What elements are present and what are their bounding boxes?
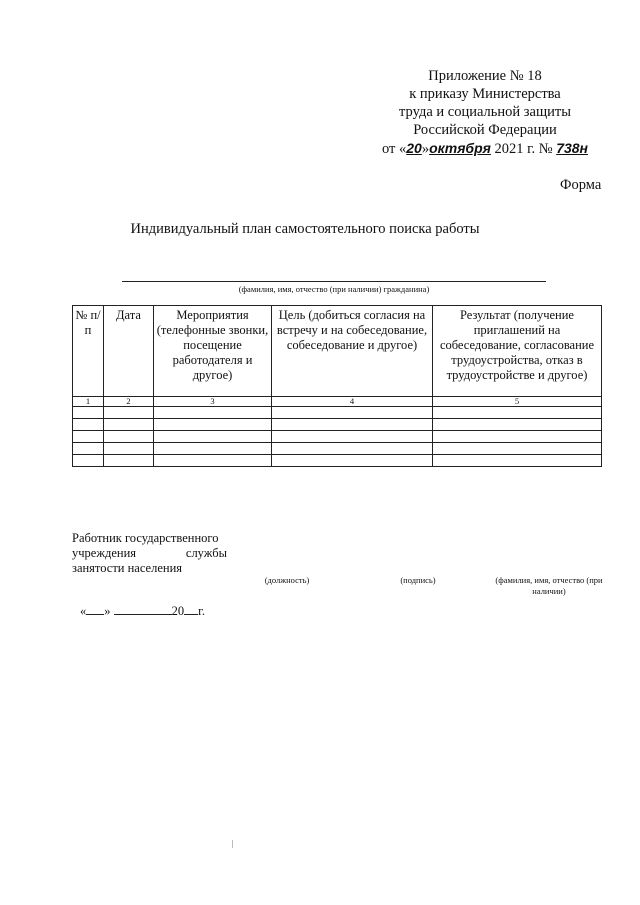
column-number: 2 [104,397,154,407]
citizen-name-line [122,281,546,282]
table-row [73,443,602,455]
table-row [73,455,602,467]
year-suffix: г. [198,604,205,618]
table-cell[interactable] [104,431,154,443]
name-caption: (фамилия, имя, отчество (при наличии) [495,575,603,596]
handwritten-order-number: 738н [556,140,589,156]
date-open-quote: « [80,604,87,618]
signature-date-line [80,602,205,619]
table-cell[interactable] [154,419,272,431]
table-cell[interactable] [73,407,104,419]
position-caption: (должность) [264,575,310,585]
page-title [0,221,640,238]
table-cell[interactable] [73,455,104,467]
appendix-header [360,67,610,158]
table-cell[interactable] [433,455,602,467]
header-activities: Мероприятия (телефонные звонки, посещение работодателя и другое) [154,306,272,397]
worker-title-word: учреждения [72,546,137,560]
citizen-name-caption: (фамилия, имя, отчество (при наличии) гражданина) [238,284,430,294]
table-cell[interactable] [433,407,602,419]
month-blank[interactable] [114,602,172,615]
column-number: 5 [433,397,602,407]
header-result: Результат (получение приглашений на собеседование, согласование трудоустройства, отказ в трудоустройстве и другое) [433,306,602,397]
table-cell[interactable] [73,419,104,431]
table-cell[interactable] [154,443,272,455]
signature-caption: (подпись) [400,575,436,585]
table-cell[interactable] [433,431,602,443]
table-cell[interactable] [104,407,154,419]
date-prefix: от « [381,141,407,157]
header-goal: Цель (добиться согласия на встречу и на собеседование, собеседование и другое) [272,306,433,397]
worker-title-line2 [72,546,227,561]
plan-table [72,305,602,467]
worker-title-line1: Работник государственного [72,531,219,545]
table-cell[interactable] [433,443,602,455]
worker-title-line3: занятости населения [72,561,183,575]
handwritten-day: 20 [406,140,422,156]
appendix-order-ref: к приказу Министерства [409,86,561,102]
appendix-ministry: труда и социальной защиты [399,104,571,120]
table-cell[interactable] [154,407,272,419]
table-cell[interactable] [104,455,154,467]
table-row [73,419,602,431]
table-cell[interactable] [73,443,104,455]
table-cell[interactable] [272,455,433,467]
table-row [73,407,602,419]
year-prefix: 20 [171,604,185,618]
worker-title-word: службы [185,546,227,560]
scan-mark [232,840,233,848]
table-cell[interactable] [272,443,433,455]
table-cell[interactable] [104,443,154,455]
date-close-quote: » [104,604,111,618]
table-row [73,431,602,443]
table-cell[interactable] [433,419,602,431]
column-number: 1 [73,397,104,407]
page-title-text: Индивидуальный план самостоятельного поиска работы [130,221,480,237]
form-label: Форма [560,177,602,193]
handwritten-month: октября [429,140,491,156]
table-cell[interactable] [104,419,154,431]
header-number: № п/п [73,306,104,397]
table-cell[interactable] [272,431,433,443]
table-cell[interactable] [154,455,272,467]
appendix-date-line [360,139,610,158]
worker-signature-block [72,531,227,576]
table-header-row [73,306,602,397]
table-cell[interactable] [154,431,272,443]
table-cell[interactable] [73,431,104,443]
appendix-country: Российской Федерации [413,122,557,138]
column-number: 3 [154,397,272,407]
appendix-number: Приложение № 18 [428,68,542,84]
header-date: Дата [104,306,154,397]
day-blank[interactable] [86,602,104,615]
year-blank[interactable] [184,602,198,615]
column-number-row [73,397,602,407]
table-cell[interactable] [272,407,433,419]
date-year: 2021 г. № [490,141,557,157]
date-mid: » [421,141,430,157]
table-cell[interactable] [272,419,433,431]
column-number: 4 [272,397,433,407]
